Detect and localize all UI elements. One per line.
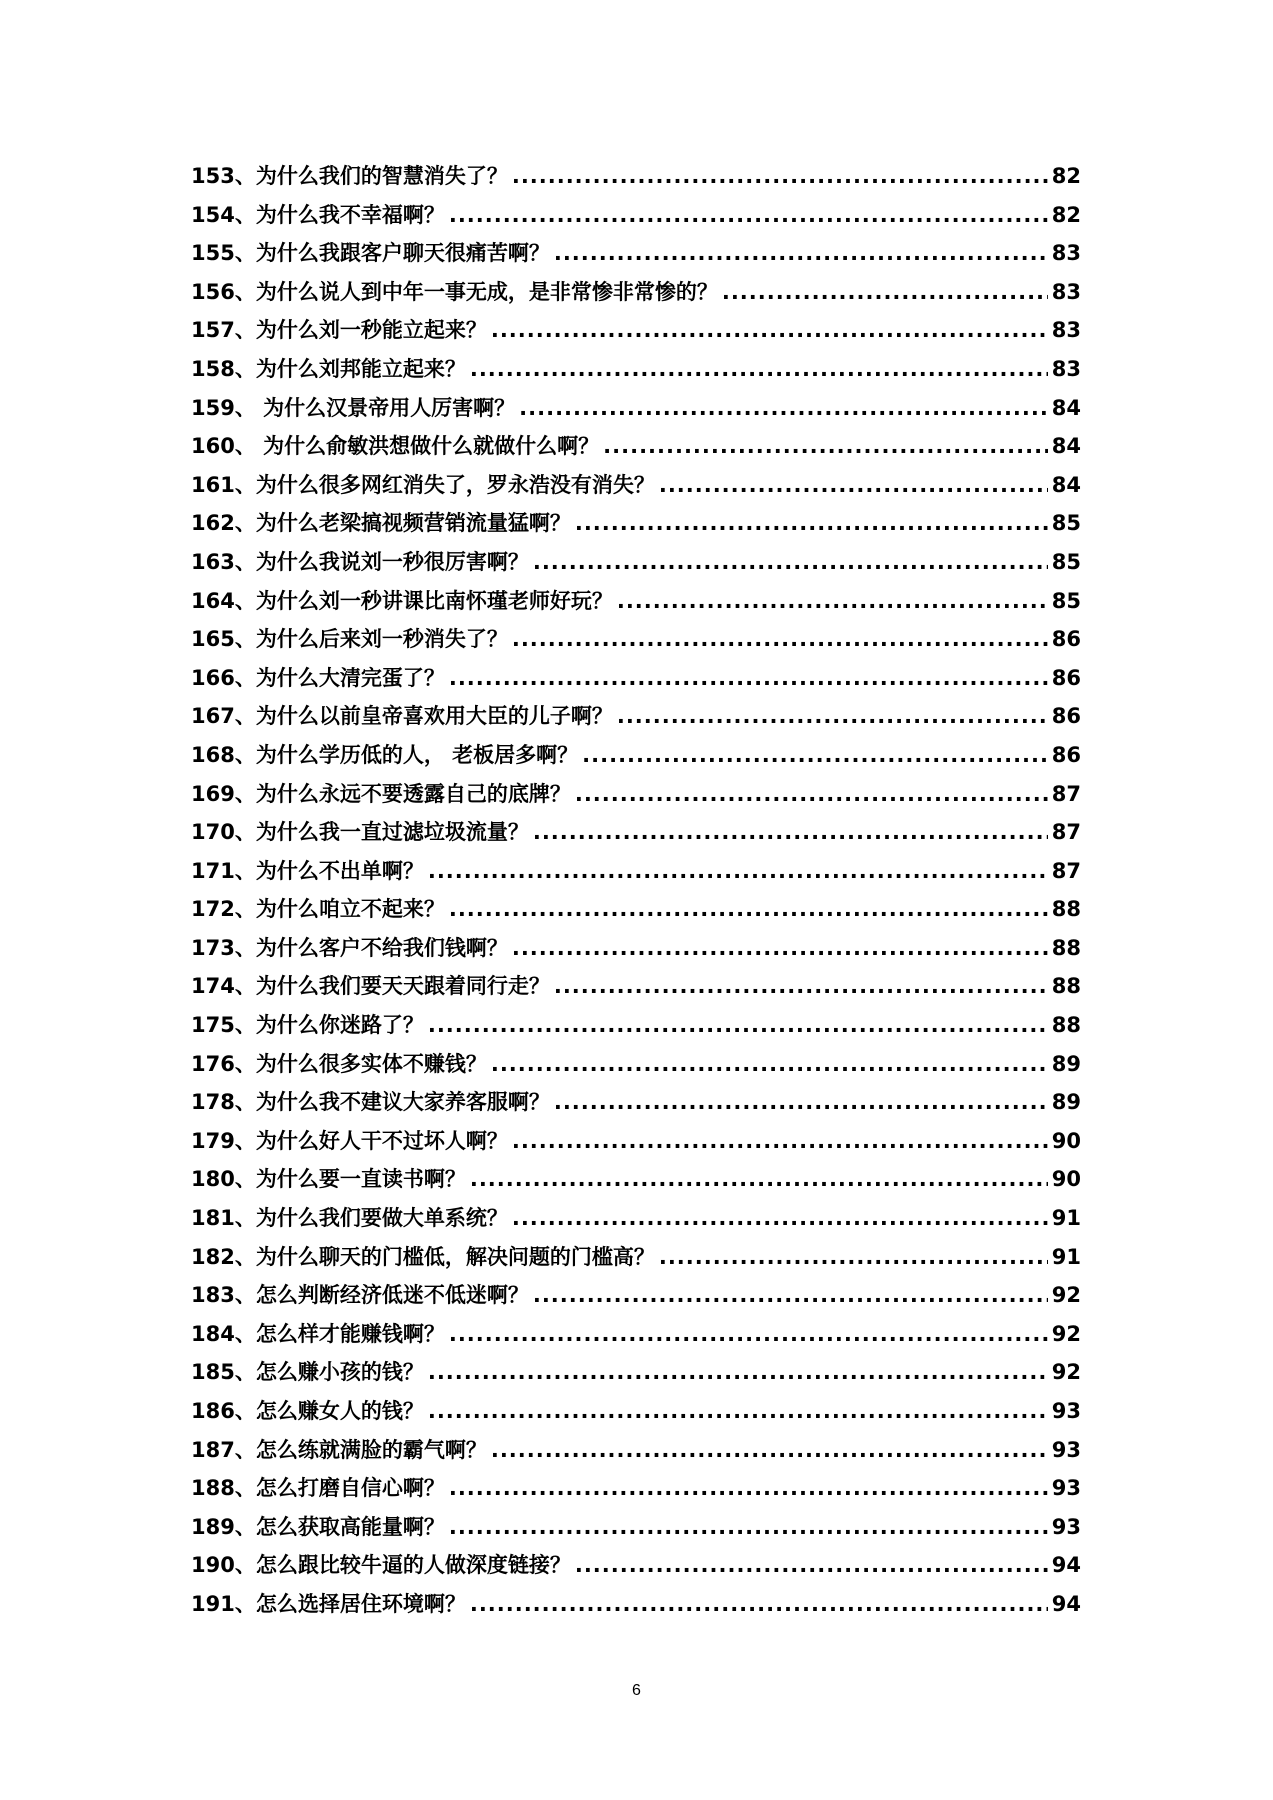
toc-entry-title: 178、为什么我不建议大家养客服啊？ [191,1090,550,1115]
toc-entry-title: 158、为什么刘邦能立起来？ [191,356,466,381]
toc-entry-page-number: 94 [1051,1553,1081,1578]
toc-entry-title: 187、怎么练就满脸的霸气啊？ [191,1437,487,1462]
toc-entry-page-number: 92 [1051,1360,1081,1385]
toc-entry-title: 183、怎么判断经济低迷不低迷啊？ [191,1283,529,1308]
toc-entry[interactable] [191,1048,1081,1087]
toc-entry-page-number: 83 [1051,279,1081,304]
toc-entry-page-number: 90 [1051,1167,1081,1192]
toc-entry-title: 179、为什么好人干不过坏人啊？ [191,1128,508,1153]
toc-entry-title: 185、怎么赚小孩的钱？ [191,1360,424,1385]
toc-entry-page-number: 86 [1051,742,1081,767]
toc-entry-page-number: 85 [1051,588,1081,613]
toc-entry-page-number: 89 [1051,1090,1081,1115]
dot-leader [512,1129,1048,1153]
toc-entry-page-number: 91 [1051,1244,1081,1269]
toc-entry[interactable] [191,1125,1081,1164]
dot-leader [428,1399,1048,1423]
toc-entry[interactable] [191,623,1081,662]
toc-entry-page-number: 84 [1051,472,1081,497]
toc-entry-page-number: 88 [1051,974,1081,999]
toc-entry[interactable] [191,1163,1081,1202]
toc-entry[interactable] [191,662,1081,701]
toc-entry-title: 156、为什么说人到中年一事无成，是非常惨非常惨的？ [191,279,718,304]
toc-entry-page-number: 84 [1051,434,1081,459]
toc-entry[interactable] [191,1318,1081,1357]
toc-entry-page-number: 86 [1051,665,1081,690]
table-of-contents [191,160,1081,1627]
toc-entry[interactable] [191,469,1081,508]
toc-entry[interactable] [191,199,1081,238]
toc-entry[interactable] [191,353,1081,392]
toc-entry-title: 189、怎么获取高能量啊？ [191,1514,445,1539]
dot-leader [603,434,1048,458]
toc-entry-title: 160、 为什么俞敏洪想做什么就做什么啊？ [191,434,600,459]
toc-entry[interactable] [191,1086,1081,1125]
toc-entry[interactable] [191,855,1081,894]
dot-leader [722,280,1048,304]
toc-entry-page-number: 93 [1051,1437,1081,1462]
toc-entry-page-number: 86 [1051,627,1081,652]
toc-entry-title: 182、为什么聊天的门槛低，解决问题的门槛高？ [191,1244,655,1269]
toc-entry[interactable] [191,1279,1081,1318]
dot-leader [533,550,1048,574]
toc-entry-page-number: 88 [1051,1013,1081,1038]
dot-leader [491,318,1048,342]
toc-entry[interactable] [191,1549,1081,1588]
toc-entry[interactable] [191,1511,1081,1550]
toc-entry-title: 188、怎么打磨自信心啊？ [191,1476,445,1501]
dot-leader [491,1438,1048,1462]
toc-entry-title: 184、怎么样才能赚钱啊？ [191,1321,445,1346]
toc-entry[interactable] [191,778,1081,817]
toc-entry-page-number: 83 [1051,241,1081,266]
toc-entry[interactable] [191,276,1081,315]
dot-leader [659,1245,1048,1269]
toc-entry-page-number: 82 [1051,164,1081,188]
dot-leader [470,357,1048,381]
toc-entry-page-number: 93 [1051,1514,1081,1539]
toc-entry-page-number: 85 [1051,511,1081,536]
dot-leader [533,820,1048,844]
toc-entry-title: 180、为什么要一直读书啊？ [191,1167,466,1192]
toc-entry-title: 175、为什么你迷路了？ [191,1013,424,1038]
toc-entry-page-number: 83 [1051,356,1081,381]
dot-leader [449,203,1048,227]
toc-entry-page-number: 87 [1051,820,1081,845]
toc-entry-page-number: 93 [1051,1399,1081,1423]
page-number: 6 [632,1682,641,1699]
dot-leader [533,1283,1048,1307]
toc-entry-title: 154、为什么我不幸福啊？ [191,202,445,227]
toc-entry[interactable] [191,430,1081,469]
toc-entry-title: 155、为什么我跟客户聊天很痛苦啊？ [191,241,550,266]
dot-leader [554,974,1048,998]
toc-entry-page-number: 89 [1051,1051,1081,1076]
toc-entry-title: 167、为什么以前皇帝喜欢用大臣的儿子啊？ [191,704,613,729]
dot-leader [470,1167,1048,1191]
toc-entry-title: 166、为什么大清完蛋了？ [191,665,445,690]
toc-entry-title: 186、怎么赚女人的钱？ [191,1399,424,1423]
dot-leader [519,396,1048,420]
toc-entry-page-number: 91 [1051,1206,1081,1231]
dot-leader [491,1052,1048,1076]
toc-entry-title: 159、 为什么汉景帝用人厉害啊？ [191,395,516,420]
toc-entry-title: 163、为什么我说刘一秒很厉害啊？ [191,549,529,574]
dot-leader [575,782,1048,806]
toc-entry[interactable] [191,1202,1081,1241]
toc-entry[interactable] [191,1241,1081,1280]
toc-entry[interactable] [191,700,1081,739]
toc-entry-title: 165、为什么后来刘一秒消失了？ [191,627,508,652]
toc-entry-page-number: 92 [1051,1321,1081,1346]
dot-leader [449,1322,1048,1346]
toc-entry-title: 162、为什么老梁搞视频营销流量猛啊？ [191,511,571,536]
toc-entry-page-number: 82 [1051,202,1081,227]
toc-entry[interactable] [191,392,1081,431]
toc-entry-page-number: 87 [1051,781,1081,806]
toc-entry[interactable] [191,816,1081,855]
toc-entry[interactable] [191,1472,1081,1511]
dot-leader [575,1553,1048,1577]
toc-entry-page-number: 93 [1051,1476,1081,1501]
dot-leader [512,627,1048,651]
toc-entry-title: 190、怎么跟比较牛逼的人做深度链接？ [191,1553,571,1578]
toc-entry-title: 191、怎么选择居住环境啊？ [191,1591,466,1616]
toc-entry[interactable] [191,1395,1081,1434]
dot-leader [428,1013,1048,1037]
toc-entry-page-number: 86 [1051,704,1081,729]
toc-entry-page-number: 88 [1051,897,1081,922]
toc-entry-title: 161、为什么很多网红消失了，罗永浩没有消失？ [191,472,655,497]
toc-entry-page-number: 90 [1051,1128,1081,1153]
dot-leader [512,1206,1048,1230]
toc-entry-page-number: 88 [1051,935,1081,960]
dot-leader [575,511,1048,535]
dot-leader [512,164,1048,188]
toc-entry[interactable] [191,314,1081,353]
toc-entry[interactable] [191,970,1081,1009]
toc-entry[interactable] [191,932,1081,971]
toc-entry-title: 181、为什么我们要做大单系统？ [191,1206,508,1231]
dot-leader [449,1476,1048,1500]
toc-entry-title: 164、为什么刘一秒讲课比南怀瑾老师好玩？ [191,588,613,613]
toc-entry-title: 171、为什么不出单啊？ [191,858,424,883]
toc-entry-page-number: 84 [1051,395,1081,420]
dot-leader [582,743,1048,767]
toc-entry-title: 173、为什么客户不给我们钱啊？ [191,935,508,960]
dot-leader [449,1515,1048,1539]
toc-entry[interactable] [191,1356,1081,1395]
dot-leader [659,473,1048,497]
toc-entry-title: 157、为什么刘一秒能立起来？ [191,318,487,343]
toc-entry-title: 172、为什么咱立不起来？ [191,897,445,922]
toc-entry[interactable] [191,893,1081,932]
toc-entry[interactable] [191,1588,1081,1627]
toc-entry[interactable] [191,507,1081,546]
toc-entry[interactable] [191,585,1081,624]
dot-leader [470,1592,1048,1616]
toc-entry-title: 174、为什么我们要天天跟着同行走？ [191,974,550,999]
toc-entry-page-number: 85 [1051,549,1081,574]
toc-entry-page-number: 92 [1051,1283,1081,1308]
toc-entry[interactable] [191,546,1081,585]
dot-leader [449,666,1048,690]
toc-entry-title: 170、为什么我一直过滤垃圾流量？ [191,820,529,845]
toc-entry[interactable] [191,1009,1081,1048]
toc-entry-title: 153、为什么我们的智慧消失了？ [191,164,508,188]
toc-entry-page-number: 87 [1051,858,1081,883]
toc-entry[interactable] [191,237,1081,276]
toc-entry-title: 176、为什么很多实体不赚钱？ [191,1051,487,1076]
dot-leader [428,1360,1048,1384]
dot-leader [554,241,1048,265]
toc-entry[interactable] [191,1434,1081,1473]
dot-leader [428,859,1048,883]
toc-entry-page-number: 94 [1051,1591,1081,1616]
toc-entry[interactable] [191,739,1081,778]
dot-leader [617,589,1048,613]
dot-leader [617,704,1048,728]
toc-entry-title: 169、为什么永远不要透露自己的底牌？ [191,781,571,806]
toc-entry-page-number: 83 [1051,318,1081,343]
dot-leader [554,1090,1048,1114]
dot-leader [449,897,1048,921]
toc-entry-title: 168、为什么学历低的人， 老板居多啊？ [191,742,579,767]
toc-entry[interactable] [191,160,1081,199]
dot-leader [512,936,1048,960]
